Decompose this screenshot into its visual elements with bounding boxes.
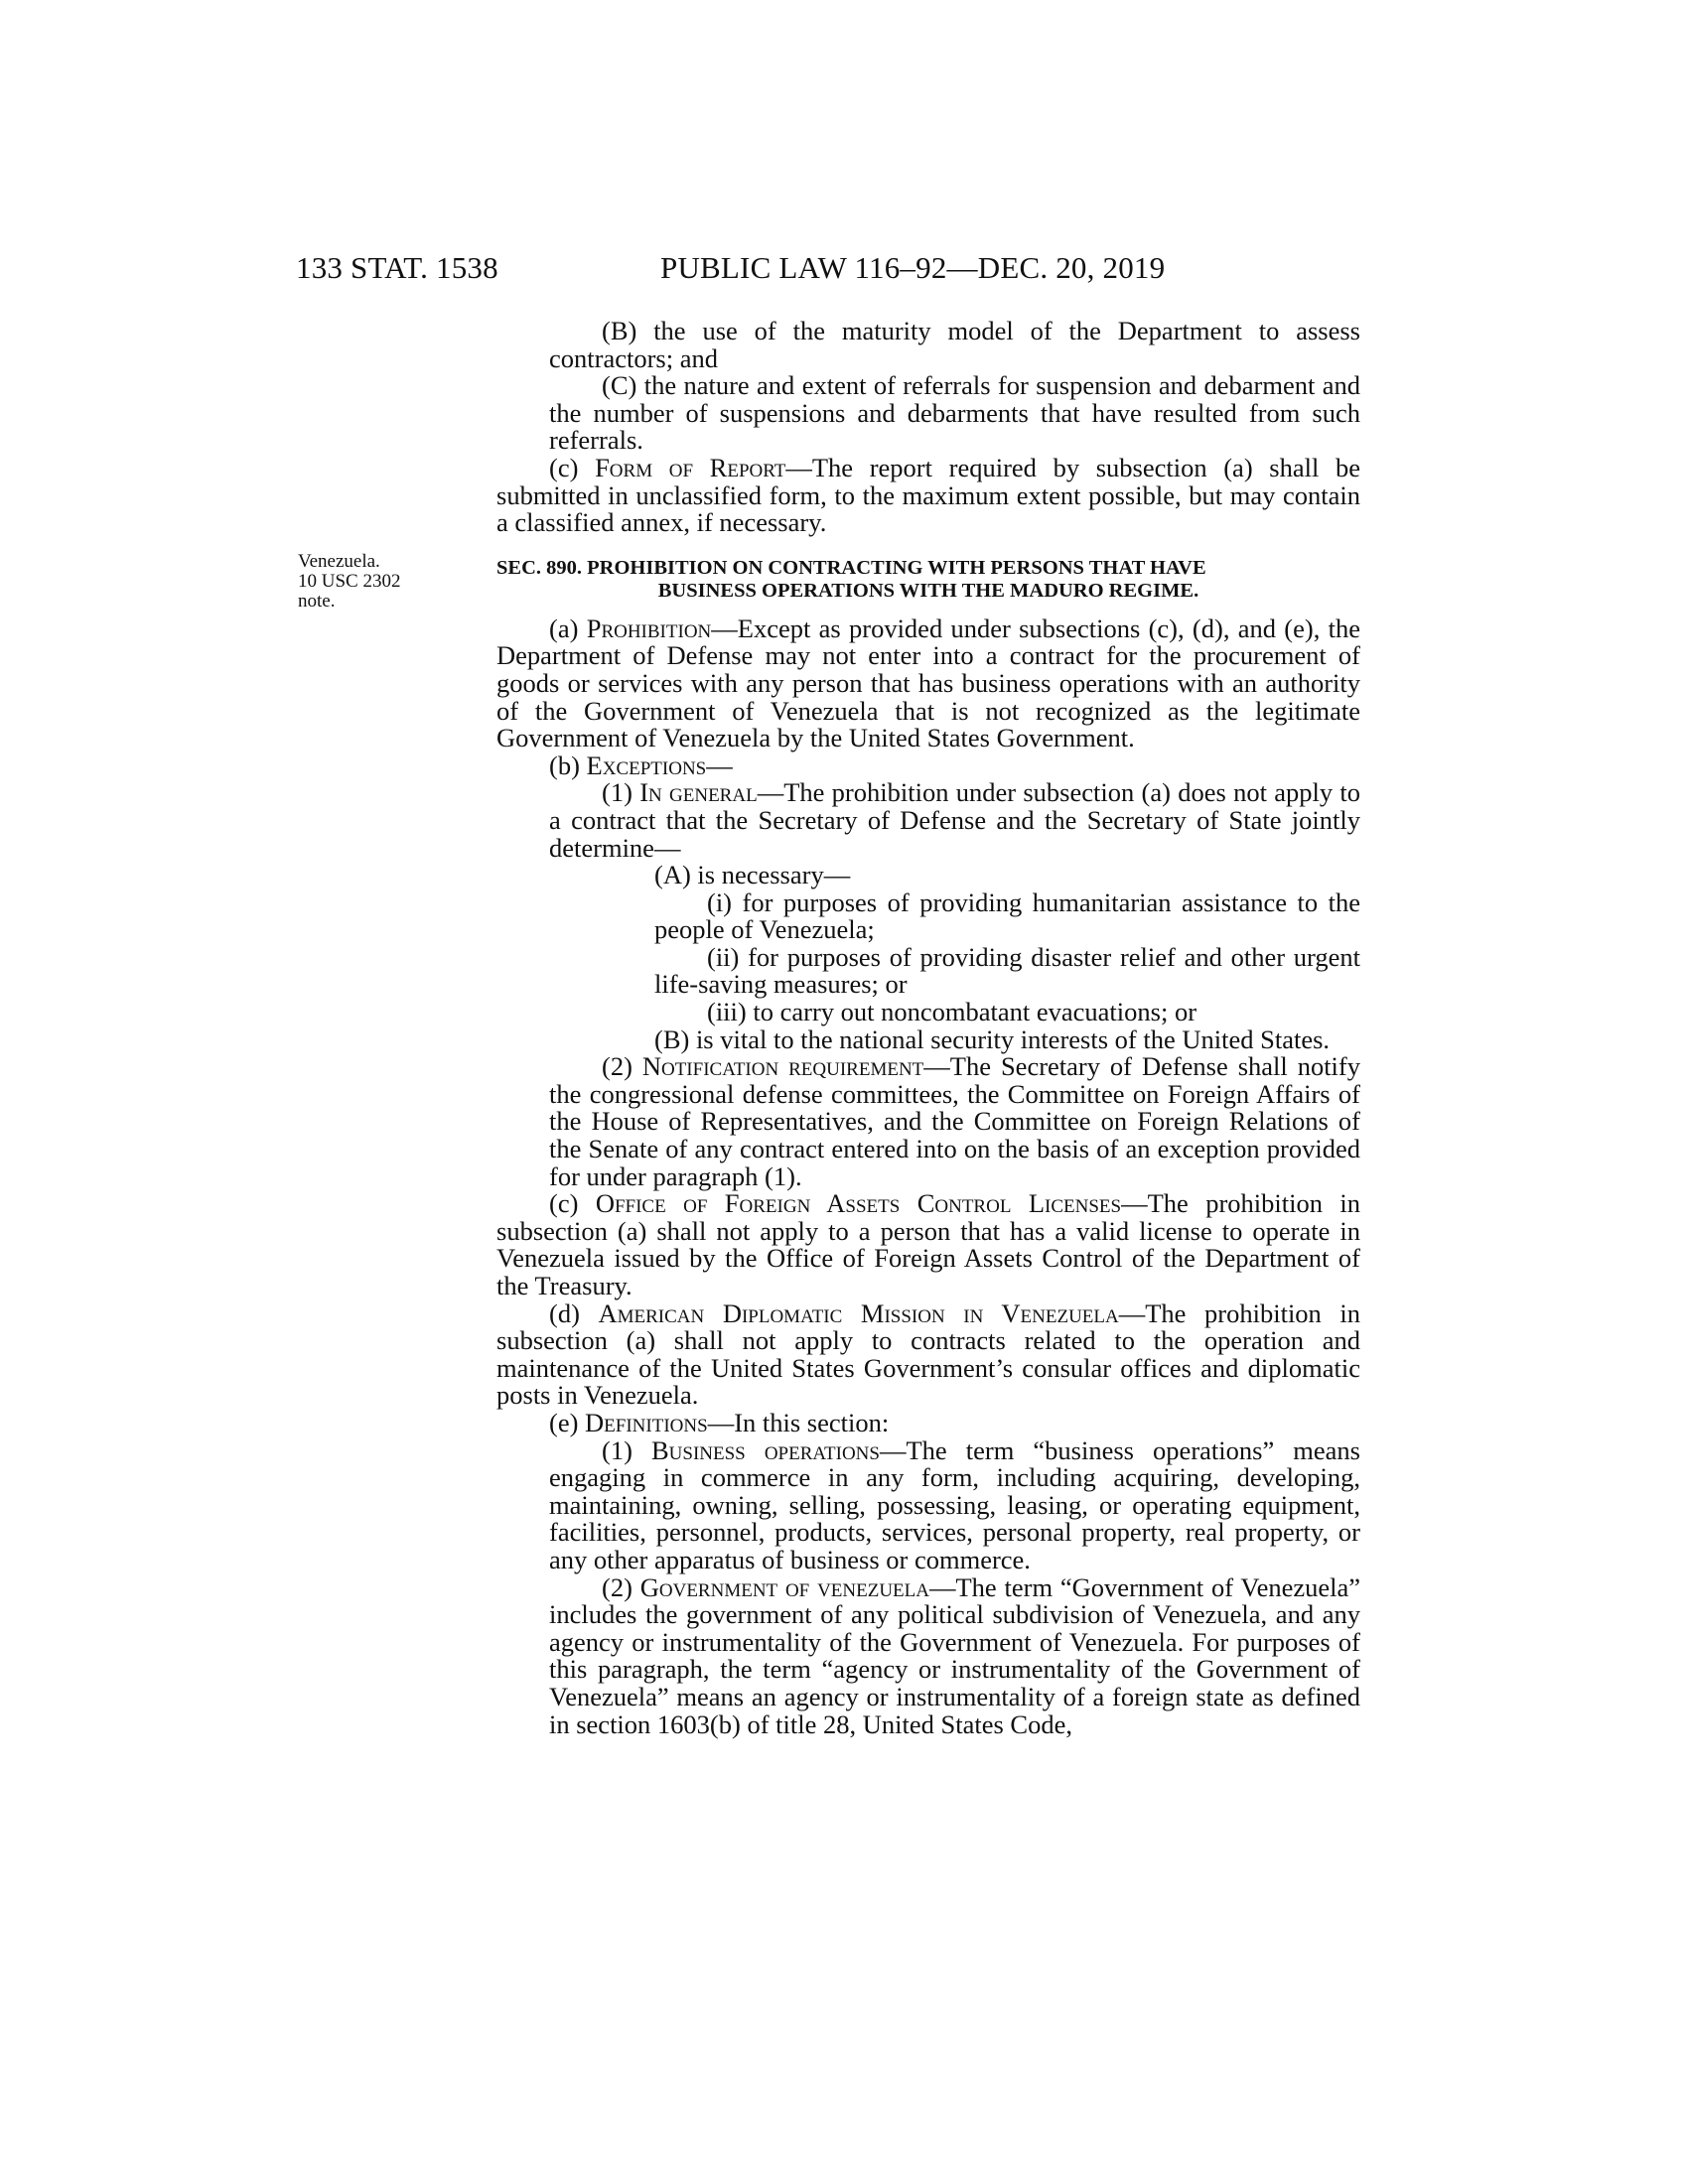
paragraph	[496, 1407, 1360, 1437]
paragraph-text: —Except as provided under subsections (c), (d), and (e), the Department of Defense may not enter into a contract for the procurement of goods or services with any person that has business operations with an authority of the Government of Venezuela that is not recognized as the legitimate Government of Venezuela by the United States Government.	[496, 613, 1360, 753]
paragraph	[496, 615, 1360, 752]
section-title-line: SEC. 890. PROHIBITION ON CONTRACTING WITH PERSONS THAT HAVE	[496, 556, 1206, 579]
document-body	[496, 318, 1360, 1738]
paragraph-heading: Office of Foreign Assets Control Licenses	[595, 1188, 1122, 1219]
paragraph-text: —The prohibition in subsection (a) shall not apply to contracts related to the operation and maintenance of the United States Government’s consular offices and diplomatic posts in Venezuela.	[496, 1297, 1361, 1411]
section-title	[496, 557, 1360, 603]
paragraph-heading: American Diplomatic Mission in Venezuela	[598, 1297, 1119, 1328]
paragraph-designator: (e)	[549, 1407, 586, 1437]
margin-note-line: note.	[298, 591, 336, 612]
paragraph	[496, 752, 1360, 780]
paragraph-text: —The Secretary of Defense shall notify the congressional defense committees, the Committee on Foreign Affairs of the House of Representatives, and the Committee on Foreign Relations of the Senate of any contract entered into on the basis of an exception provided for under paragraph (1).	[549, 1051, 1360, 1191]
paragraph: (i) for purposes of providing humanitarian assistance to the people of Venezuela;	[654, 887, 1360, 945]
paragraph	[496, 1434, 1360, 1574]
paragraph-heading: Business operations	[651, 1434, 880, 1465]
running-header-title: PUBLIC LAW 116–92—DEC. 20, 2019	[660, 250, 1166, 285]
paragraph	[496, 1297, 1361, 1411]
paragraph-heading: In general	[639, 777, 758, 808]
paragraph-heading: Exceptions	[586, 750, 707, 780]
margin-note-line: Venezuela.	[298, 551, 380, 572]
paragraph: (B) is vital to the national security interests of the United States.	[654, 1024, 1331, 1054]
paragraph	[496, 779, 1360, 862]
paragraph-text: —In this section:	[707, 1407, 890, 1437]
paragraph: (A) is necessary—	[654, 860, 851, 890]
paragraph: (B) the use of the maturity model of the Department to assess contractors; and	[549, 316, 1360, 373]
paragraph-text: —The prohibition in subsection (a) shall not apply to a person that has a valid license to operate in Venezuela issued by the Office of Foreign Assets Control of the Department of the Treasury.	[496, 1188, 1360, 1300]
paragraph-heading: Prohibition	[586, 613, 712, 643]
paragraph-designator: (1)	[602, 777, 640, 808]
margin-note-line: 10 USC 2302	[298, 571, 401, 592]
section-title-line: BUSINESS OPERATIONS WITH THE MADURO REGIME.	[657, 579, 1199, 602]
paragraph-text: —The report required by subsection (a) shall be submitted in unclassified form, to the maximum extent possible, but may contain a classified annex, if necessary.	[496, 452, 1360, 538]
paragraph-heading: Notification requirement	[641, 1051, 924, 1082]
paragraph-heading: Form of Report	[595, 452, 786, 482]
paragraph: (iii) to carry out noncombatant evacuations; or	[707, 997, 1197, 1027]
paragraph	[496, 1053, 1360, 1190]
paragraph-heading: Government of venezuela	[639, 1571, 929, 1602]
paragraph-designator: (1)	[602, 1434, 651, 1465]
paragraph-text: —The prohibition under subsection (a) does not apply to a contract that the Secretary of Defense and the Secretary of State jointly determine—	[549, 777, 1360, 863]
paragraph-designator: (c)	[549, 1188, 596, 1219]
margin-note	[298, 552, 400, 612]
paragraph-designator: (b)	[549, 750, 587, 780]
paragraph-designator: (2)	[602, 1571, 640, 1602]
paragraph-designator: (2)	[602, 1051, 642, 1082]
paragraph-designator: (d)	[549, 1297, 599, 1328]
paragraph: (ii) for purposes of providing disaster relief and other urgent life-saving measures; or	[654, 941, 1360, 1000]
page-reference: 133 STAT. 1538	[296, 250, 498, 285]
paragraph-text: —The term “Government of Venezuela” includes the government of any political subdivision of Venezuela, and any agency or instrumentality of the Government of Venezuela. For purposes of this paragraph, the term “agency or instrumentality of the Government of Venezuela” means an agency or instrumentality of a foreign state as defined in section 1603(b) of title 28, United States Code,	[549, 1571, 1361, 1739]
paragraph	[496, 452, 1360, 538]
paragraph	[496, 1190, 1360, 1299]
paragraph	[496, 1571, 1361, 1739]
paragraph-designator: (c)	[549, 452, 596, 482]
paragraph-text: —	[706, 750, 733, 780]
paragraph: (C) the nature and extent of referrals for suspension and debarment and the number of suspensions and debarments that have resulted from such referrals.	[549, 370, 1360, 456]
paragraph-designator: (a)	[549, 613, 587, 643]
paragraph-heading: Definitions	[585, 1407, 708, 1437]
paragraph-text: —The term “business operations” means engaging in commerce in any form, including acquiring, developing, maintaining, owning, selling, possessing, leasing, or operating equipment, facilities, personnel, products, services, personal property, real property, or any other apparatus of business or commerce.	[549, 1434, 1360, 1574]
